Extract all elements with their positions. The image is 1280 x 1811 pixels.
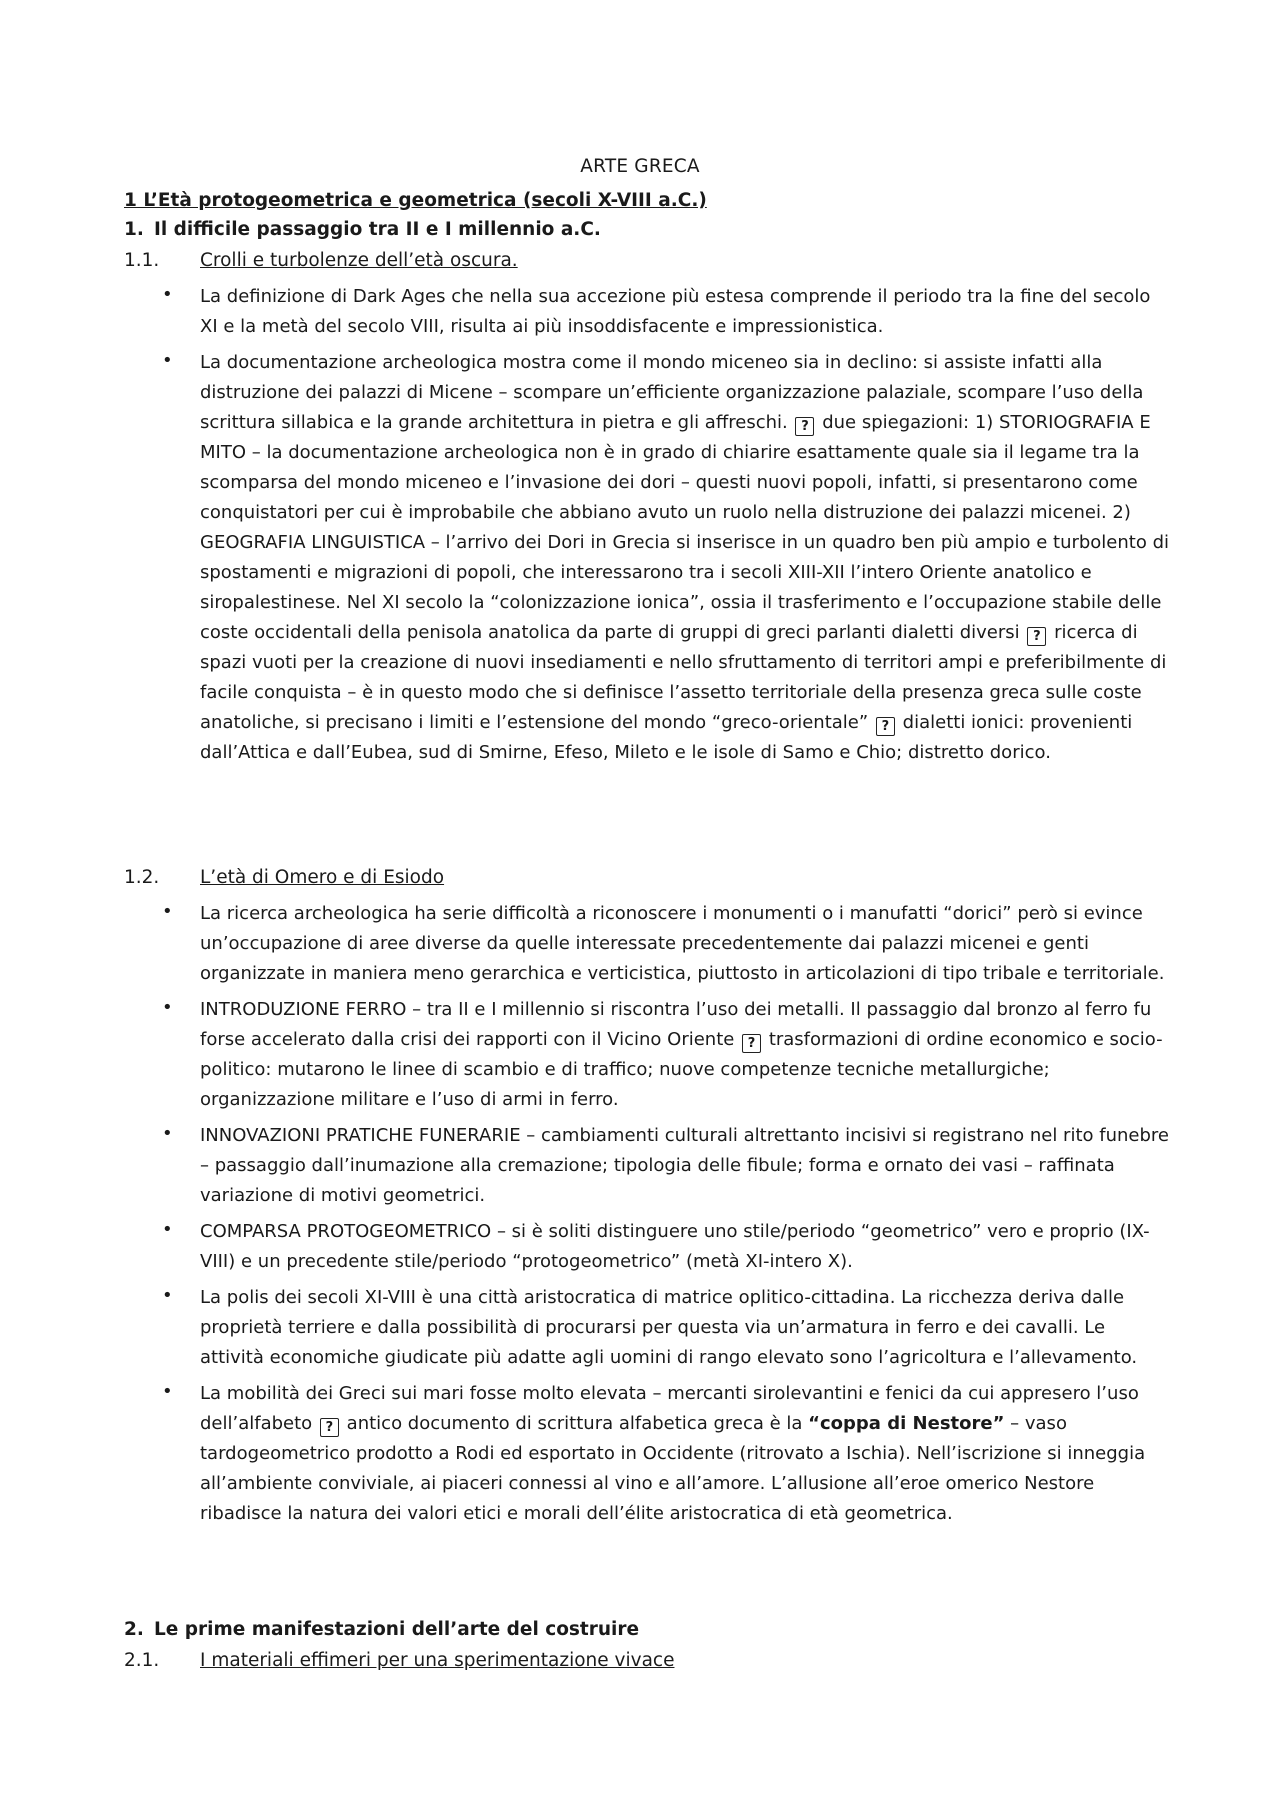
list-item: • INNOVAZIONI PRATICHE FUNERARIE – cambiamenti culturali altrettanto incisivi si registrano nel rito funebre – passaggio dall’inumazione alla cremazione; tipologia delle fibule; forma e ornato dei vasi – raffinata variazione di motivi geometrici. [160, 1121, 1170, 1211]
list-item: • La ricerca archeologica ha serie difficoltà a riconoscere i monumenti o i manufatti “dorici” però si evince un’occupazione di aree diverse da quelle interessate precedentemente dai palazzi micenei e genti organizzate in maniera meno gerarchica e verticistica, piuttosto in articolazioni di tipo tribale e territoriale. [160, 899, 1170, 989]
unknown-glyph-icon: ? [742, 1034, 761, 1053]
subsection-number: 2.1. [124, 1650, 160, 1671]
section-2-heading [124, 1619, 639, 1640]
bullet-list-1-1 [160, 282, 1170, 774]
section-title: Le prime manifestazioni dell’arte del costruire [154, 1619, 640, 1640]
list-item: • La definizione di Dark Ages che nella sua accezione più estesa comprende il periodo tra la fine del secolo XI e la metà del secolo VIII, risulta ai più insoddisfacente e impressionistica. [160, 282, 1170, 342]
subsection-1-2-heading [124, 867, 444, 888]
bullet-list-1-2 [160, 899, 1170, 1535]
highlight-term: “coppa di Nestore” [808, 1413, 1005, 1434]
section-number: 1. [124, 219, 144, 240]
chapter-heading: 1 L’Età protogeometrica e geometrica (secoli X-VIII a.C.) [124, 190, 707, 211]
list-item: • La mobilità dei Greci sui mari fosse molto elevata – mercanti sirolevantini e fenici da cui appresero l’uso dell’alfabeto ? antico documento di scrittura alfabetica greca è la “coppa di Nestore” – vaso tardogeometrico prodotto a Rodi ed esportato in Occidente (ritrovato a Ischia). Nell’iscrizione si inneggia all’ambiente conviviale, ai piaceri connessi al vino e all’amore. L’allusione all’eroe omerico Nestore ribadisce la natura dei valori etici e morali dell’élite aristocratica di età geometrica. [160, 1379, 1170, 1529]
subsection-2-1-heading [124, 1650, 674, 1671]
subsection-title: L’età di Omero e di Esiodo [200, 867, 445, 888]
list-item: • COMPARSA PROTOGEOMETRICO – si è soliti distinguere uno stile/periodo “geometrico” vero e proprio (IX-VIII) e un precedente stile/periodo “protogeometrico” (metà XI-intero X). [160, 1217, 1170, 1277]
subsection-title: I materiali effimeri per una sperimentazione vivace [200, 1650, 675, 1671]
subsection-number: 1.1. [124, 250, 160, 271]
unknown-glyph-icon: ? [795, 417, 814, 436]
section-1-heading [124, 219, 601, 240]
list-item: • INTRODUZIONE FERRO – tra II e I millennio si riscontra l’uso dei metalli. Il passaggio dal bronzo al ferro fu forse accelerato dalla crisi dei rapporti con il Vicino Oriente ? trasformazioni di ordine economico e socio-politico: mutarono le linee di scambio e di traffico; nuove competenze tecniche metallurgiche; organizzazione militare e l’uso di armi in ferro. [160, 995, 1170, 1115]
subsection-title: Crolli e turbolenze dell’età oscura. [200, 250, 518, 271]
section-title: Il difficile passaggio tra II e I millennio a.C. [154, 219, 601, 240]
section-number: 2. [124, 1619, 144, 1640]
list-item: • La polis dei secoli XI-VIII è una città aristocratica di matrice oplitico-cittadina. La ricchezza deriva dalle proprietà terriere e dalla possibilità di procurarsi per questa via un’armatura in ferro e dei cavalli. Le attività economiche giudicate più adatte agli uomini di rango elevato sono l’agricoltura e l’allevamento. [160, 1283, 1170, 1373]
document-title: ARTE GRECA [580, 156, 700, 177]
list-item: • La documentazione archeologica mostra come il mondo miceneo sia in declino: si assiste infatti alla distruzione dei palazzi di Micene – scompare un’efficiente organizzazione palaziale, scompare l’uso della scrittura sillabica e la grande architettura in pietra e gli affreschi. ? due spiegazioni: 1) STORIOGRAFIA E MITO – la documentazione archeologica non è in grado di chiarire esattamente quale sia il legame tra la scomparsa del mondo miceneo e l’invasione dei dori – questi nuovi popoli, infatti, si presentarono come conquistatori per cui è improbabile che abbiano avuto un ruolo nella distruzione dei palazzi micenei. 2) GEOGRAFIA LINGUISTICA – l’arrivo dei Dori in Grecia si inserisce in un quadro ben più ampio e turbolento di spostamenti e migrazioni di popoli, che interessarono tra i secoli XIII-XII l’intero Oriente anatolico e siropalestinese. Nel XI secolo la “colonizzazione ionica”, ossia il trasferimento e l’occupazione stabile delle coste occidentali della penisola anatolica da parte di gruppi di greci parlanti dialetti diversi ? ricerca di spazi vuoti per la creazione di nuovi insediamenti e nello sfruttamento di territori ampi e preferibilmente di facile conquista – è in questo modo che si definisce l’assetto territoriale della presenza greca sulle coste anatoliche, si precisano i limiti e l’estensione del mondo “greco-orientale” ? dialetti ionici: provenienti dall’Attica e dall’Eubea, sud di Smirne, Efeso, Mileto e le isole di Samo e Chio; distretto dorico. [160, 348, 1170, 768]
unknown-glyph-icon: ? [876, 717, 895, 736]
unknown-glyph-icon: ? [320, 1418, 339, 1437]
subsection-number: 1.2. [124, 867, 160, 888]
unknown-glyph-icon: ? [1027, 627, 1046, 646]
subsection-1-1-heading [124, 250, 518, 271]
